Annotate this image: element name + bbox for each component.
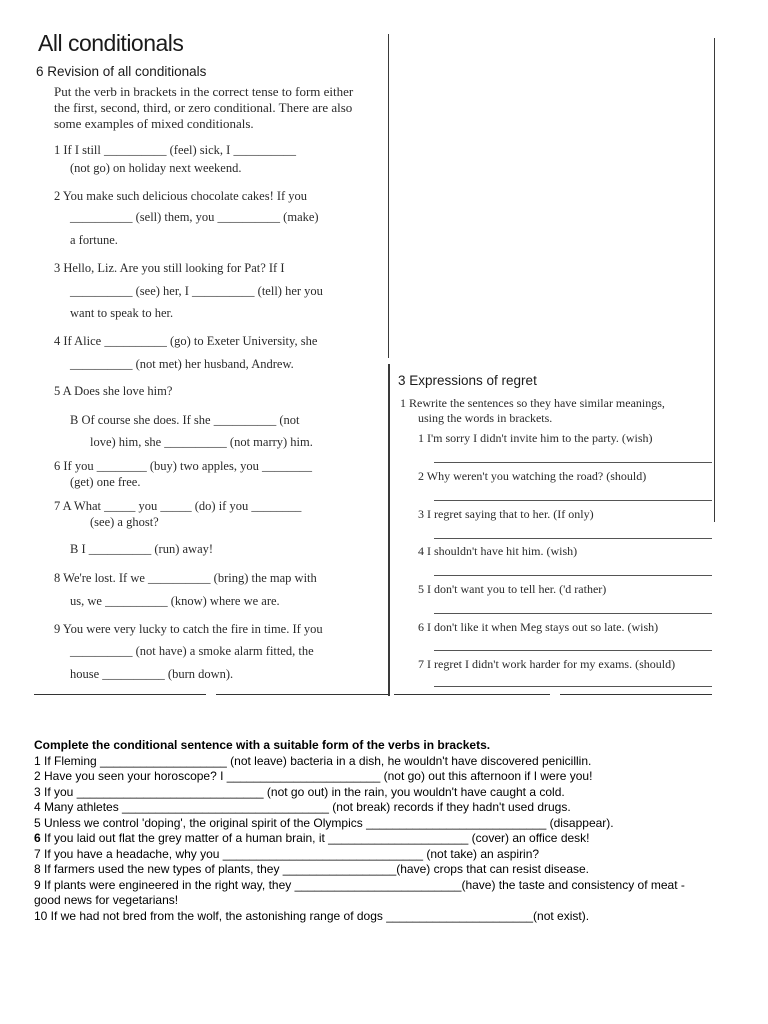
ex6-line: 9 You were very lucky to catch the fire in time. If you [54, 622, 323, 636]
ex6-line: want to speak to her. [70, 306, 174, 320]
answer-line [434, 613, 712, 614]
exercise-item: 9 If plants were engineered in the right way, they _________________________(have) the taste and consistency of meat - [34, 877, 685, 892]
regret-item: 7 I regret I didn't work harder for my exams. (should) [418, 657, 676, 671]
exercise-item: 8 If farmers used the new types of plants, they _________________(have) crops that can resist disease. [34, 862, 590, 876]
ex6-line: 7 A What _____ you _____ (do) if you ________ [54, 499, 302, 513]
bottom-rule [216, 694, 388, 695]
item-number: 6 [34, 831, 41, 845]
bottom-rule [34, 694, 206, 695]
bottom-rule [394, 694, 550, 695]
ex6-line: 6 If you ________ (buy) two apples, you ________ [54, 459, 312, 473]
section-3-instructions [400, 396, 665, 426]
ex6-line: __________ (sell) them, you __________ (make) [70, 210, 319, 224]
ex6-line: us, we __________ (know) where we are. [70, 594, 280, 608]
ex6-line: love) him, she __________ (not marry) him. [90, 435, 313, 449]
instruction-line: 1 Rewrite the sentences so they have similar meanings, [400, 396, 665, 410]
ex6-line: __________ (see) her, I __________ (tell) her you [70, 284, 323, 298]
exercise-item: 7 If you have a headache, why you ______________________________ (not take) an aspirin? [34, 846, 540, 861]
exercise-item: 3 If you ____________________________ (not go out) in the rain, you wouldn't have caught a cold. [34, 784, 565, 799]
exercise-item: 1 If Fleming ___________________ (not leave) bacteria in a dish, he wouldn't have discovered penicillin. [34, 753, 592, 768]
ex6-line: 8 We're lost. If we __________ (bring) the map with [54, 571, 317, 585]
bottom-rule [560, 694, 712, 695]
regret-item: 5 I don't want you to tell her. ('d rather) [418, 582, 607, 596]
answer-line [434, 686, 712, 687]
answer-line [434, 575, 712, 576]
exercise-item [34, 831, 734, 847]
exercise-item: 2 Have you seen your horoscope? I _______________________ (not go) out this afternoon if I were you! [34, 769, 593, 783]
scanned-worksheet [30, 28, 730, 700]
page-title: All conditionals [38, 30, 184, 56]
ex6-line: 3 Hello, Liz. Are you still looking for Pat? If I [54, 261, 285, 275]
exercise-item: 4 Many athletes _______________________________ (not break) records if they hadn't used drugs. [34, 800, 571, 814]
section-6-heading: 6 Revision of all conditionals [36, 64, 207, 79]
item-text: If you laid out flat the grey matter of a human brain, it _____________________ (cover) an office desk! [44, 831, 590, 845]
column-divider-left [388, 34, 389, 358]
ex6-line: 1 If I still __________ (feel) sick, I __________ [54, 143, 296, 157]
section-6-instructions [54, 84, 353, 132]
ex6-line: (see) a ghost? [90, 515, 159, 529]
exercise-item-continued: good news for vegetarians! [34, 893, 179, 907]
answer-line [434, 462, 712, 463]
ex6-line: a fortune. [70, 233, 118, 247]
answer-line [434, 500, 712, 501]
ex6-line: __________ (not have) a smoke alarm fitted, the [70, 644, 314, 658]
answer-line [434, 650, 712, 651]
regret-item: 2 Why weren't you watching the road? (should) [418, 469, 647, 483]
ex6-line: house __________ (burn down). [70, 667, 234, 681]
column-divider-mid [388, 364, 390, 696]
column-divider-right [714, 38, 715, 522]
instruction-line: Put the verb in brackets in the correct tense to form either [54, 84, 354, 99]
regret-item: 3 I regret saying that to her. (If only) [418, 507, 594, 521]
conditional-exercise [34, 738, 734, 924]
instruction-line: some examples of mixed conditionals. [54, 116, 254, 131]
ex6-line: (get) one free. [70, 475, 141, 489]
exercise-item: 10 If we had not bred from the wolf, the astonishing range of dogs ______________________(not exist). [34, 908, 590, 923]
ex6-line: 2 You make such delicious chocolate cakes! If you [54, 189, 308, 203]
ex6-line: __________ (not met) her husband, Andrew. [70, 357, 294, 371]
regret-item: 6 I don't like it when Meg stays out so late. (wish) [418, 620, 659, 634]
ex6-line: 4 If Alice __________ (go) to Exeter University, she [54, 334, 318, 348]
instruction-line: using the words in brackets. [418, 411, 553, 425]
exercise-item: 5 Unless we control 'doping', the original spirit of the Olympics ___________________________ (disappear). [34, 815, 614, 830]
ex6-line: 5 A Does she love him? [54, 384, 173, 398]
regret-item: 1 I'm sorry I didn't invite him to the party. (wish) [418, 431, 653, 445]
section-3-heading: 3 Expressions of regret [398, 373, 537, 388]
exercise-heading: Complete the conditional sentence with a suitable form of the verbs in brackets. [34, 738, 491, 752]
answer-line [434, 538, 712, 539]
ex6-line: (not go) on holiday next weekend. [70, 161, 242, 175]
ex6-line: B I __________ (run) away! [70, 542, 214, 556]
ex6-line: B Of course she does. If she __________ (not [70, 413, 300, 427]
regret-item: 4 I shouldn't have hit him. (wish) [418, 544, 578, 558]
instruction-line: the first, second, third, or zero conditional. There are also [54, 100, 353, 115]
